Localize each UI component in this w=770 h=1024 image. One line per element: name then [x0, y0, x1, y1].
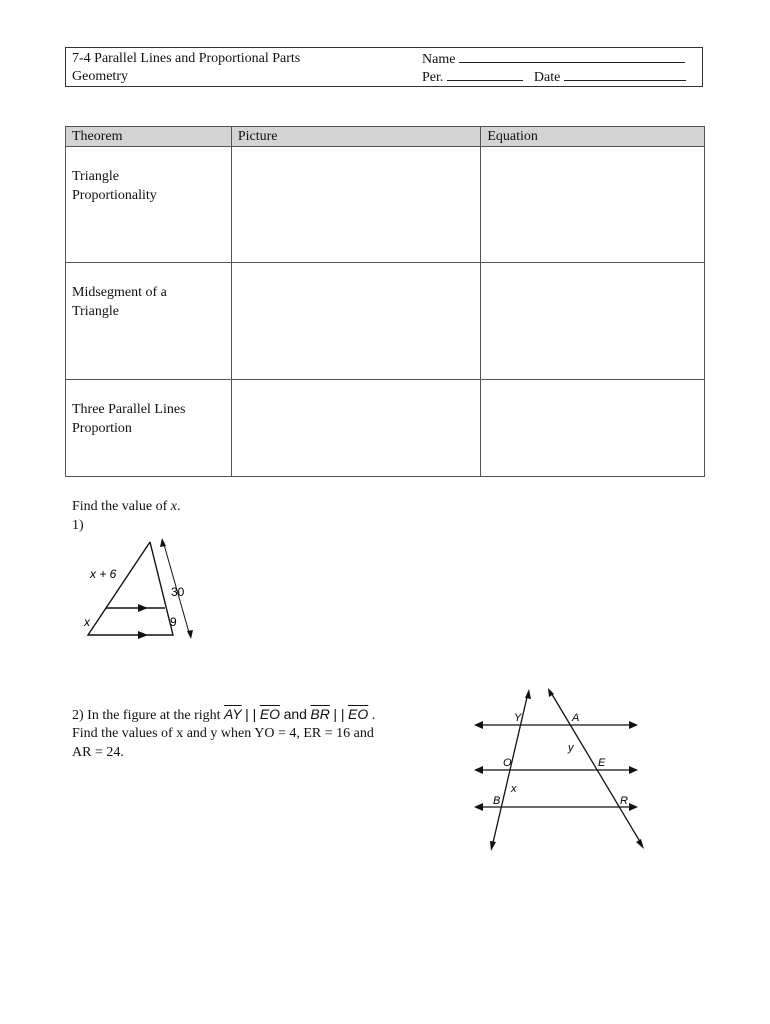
equation-cell[interactable] — [481, 147, 705, 263]
theorem-name: Triangle — [72, 304, 119, 319]
point-label-A: A — [572, 712, 580, 724]
and-word: and — [283, 706, 307, 722]
segment-label-x: x — [511, 783, 517, 795]
column-header-picture: Picture — [231, 127, 481, 147]
arrow-head — [525, 689, 531, 699]
instruction — [72, 497, 180, 516]
label-bottom-side: x — [84, 615, 90, 629]
arrow-head — [629, 721, 638, 729]
label-right-total: 30 — [171, 585, 185, 599]
date-label: Date — [533, 70, 561, 85]
table-row — [66, 147, 705, 263]
arrow-head — [187, 630, 193, 639]
arrow-head — [474, 721, 483, 729]
period-date-field[interactable] — [422, 68, 686, 87]
picture-cell[interactable] — [231, 147, 481, 263]
arrow-head — [490, 841, 496, 851]
header-box — [65, 47, 703, 87]
problem-2-parallel-lines-figure — [470, 685, 655, 855]
problem-2-prefix: 2) In the figure at the right — [72, 708, 221, 723]
point-label-B: B — [493, 795, 501, 807]
arrow-head — [629, 766, 638, 774]
label-right-bottom: 9 — [170, 615, 177, 629]
theorem-table — [65, 126, 705, 477]
problem-2-line-3: AR = 24. — [72, 745, 124, 760]
segment-EO: $\overline{EO}$ — [348, 706, 369, 722]
arrow-head — [138, 631, 148, 639]
name-blank[interactable] — [459, 50, 685, 63]
segment-BR: $\overline{BR}$ — [310, 706, 330, 722]
problem-1-number: 1) — [72, 518, 84, 533]
table-row — [66, 380, 705, 477]
point-label-O: O — [503, 757, 512, 769]
arrow-head — [160, 538, 166, 547]
point-label-Y: Y — [514, 712, 522, 724]
column-header-theorem: Theorem — [66, 127, 232, 147]
instruction-period: . — [176, 499, 181, 514]
picture-cell[interactable] — [231, 380, 481, 477]
table-header-row — [66, 127, 705, 147]
instruction-variable: x — [170, 499, 177, 514]
segment-label-y: y — [568, 742, 574, 754]
arrow-head — [636, 839, 644, 849]
point-label-R: R — [620, 795, 628, 807]
name-field[interactable] — [422, 50, 685, 69]
parallel-symbol: | | — [245, 706, 257, 722]
period-label: Per. — [422, 70, 444, 85]
triangle-outline — [88, 542, 173, 635]
theorem-name: Midsegment of a — [72, 285, 167, 300]
theorem-name: Proportionality — [72, 188, 157, 203]
arrow-head — [474, 766, 483, 774]
theorem-cell — [66, 263, 232, 380]
problem-2-line-2: Find the values of x and y when YO = 4, ER = 16 and — [72, 726, 374, 741]
theorem-name: Triangle — [72, 169, 119, 184]
arrow-head — [138, 604, 148, 612]
subject-label: Geometry — [72, 69, 128, 84]
arrow-head — [474, 803, 483, 811]
table-row — [66, 263, 705, 380]
segment-AY: $\overline{AY}$ — [224, 706, 242, 722]
period: . — [371, 708, 376, 723]
problem-2-statement — [72, 705, 375, 725]
theorem-cell — [66, 380, 232, 477]
picture-cell[interactable] — [231, 263, 481, 380]
period-blank[interactable] — [447, 68, 523, 81]
worksheet-title: 7-4 Parallel Lines and Proportional Parts — [72, 51, 301, 66]
theorem-name: Three Parallel Lines — [72, 402, 186, 417]
equation-cell[interactable] — [481, 263, 705, 380]
date-blank[interactable] — [564, 68, 686, 81]
theorem-cell — [66, 147, 232, 263]
column-header-equation: Equation — [481, 127, 705, 147]
point-label-E: E — [598, 757, 606, 769]
segment-EO: $\overline{EO}$ — [259, 706, 281, 722]
theorem-name: Proportion — [72, 421, 132, 436]
arrow-head — [629, 803, 638, 811]
problem-1-triangle-figure — [80, 535, 200, 645]
label-top-side: x + 6 — [90, 567, 117, 581]
equation-cell[interactable] — [481, 380, 705, 477]
name-label: Name — [422, 52, 456, 67]
transversal-right — [550, 691, 642, 845]
parallel-symbol: | | — [333, 706, 345, 722]
instruction-text: Find the value of — [72, 499, 171, 514]
